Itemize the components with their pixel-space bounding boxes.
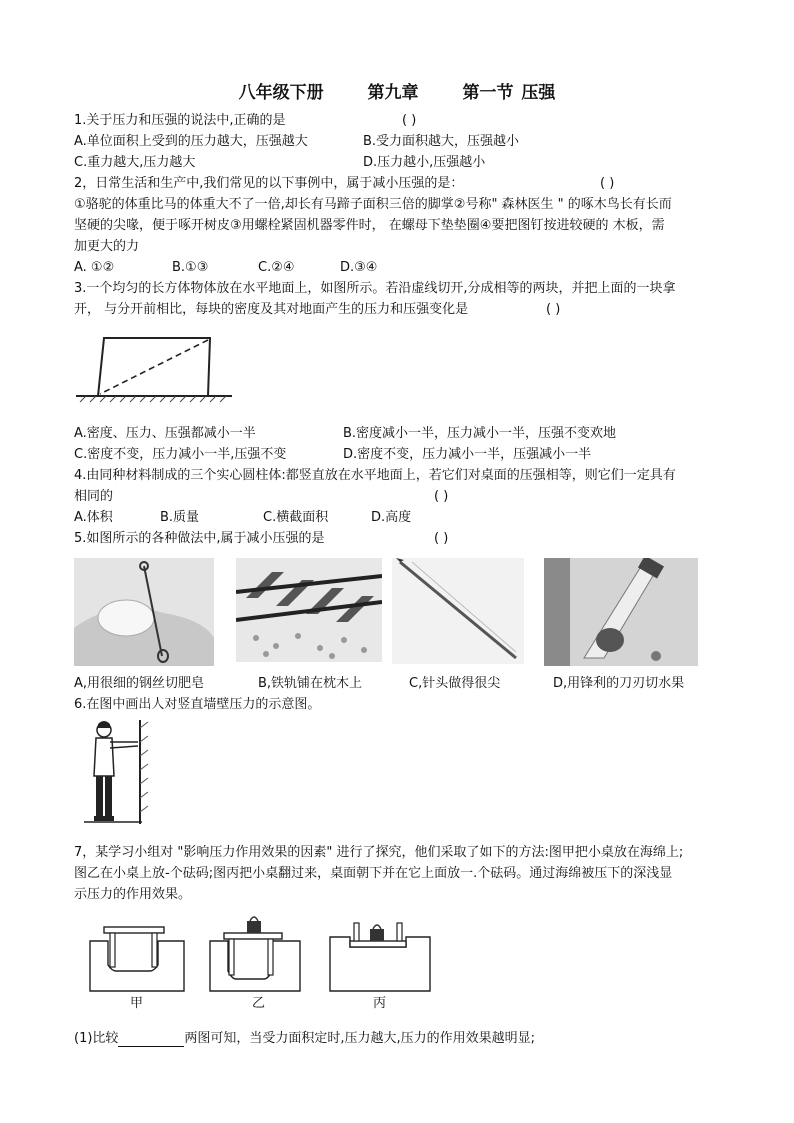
- q4-option-d: D.高度: [371, 510, 412, 525]
- photo-wire-cutting-soap: [74, 558, 214, 666]
- weight-yi: [247, 921, 261, 933]
- q4-bracket: ( ): [434, 489, 449, 504]
- photo-rails-on-sleepers: [236, 558, 382, 662]
- q2-line1: ①骆驼的体重比马的体重大不了一倍,却长有马蹄子面积三倍的脚掌②号称" 森林医生 " 的啄木鸟长有长而: [74, 197, 672, 212]
- q7-label-jia: 甲: [130, 996, 144, 1011]
- q5-option-a: A,用很细的钢丝切肥皂: [74, 676, 205, 691]
- q3-bracket: ( ): [546, 302, 561, 317]
- q1-option-d: D.压力越小,压强越小: [363, 155, 486, 170]
- q2-option-b: B.①③: [172, 260, 209, 275]
- title-chapter: 第九章: [367, 83, 419, 103]
- q1-bracket: ( ): [402, 113, 417, 128]
- q5-option-c: C,针头做得很尖: [409, 676, 501, 691]
- q3-option-b: B.密度减小一半，压力减小一半，压强不变欢地: [343, 426, 617, 441]
- q7-line2: 图乙在小桌上放-个砝码;图丙把小桌翻过来，桌面朝下并在它上面放一.个砝码。通过海绵被压下的深浅显: [74, 866, 673, 881]
- q4-option-a: A.体积: [74, 510, 113, 525]
- q3-block-figure: [74, 330, 234, 410]
- q1-option-c: C.重力越大,压力越大: [74, 155, 196, 170]
- q2-option-a: A. ①②: [74, 260, 115, 275]
- q7-answer-blank[interactable]: [118, 1034, 184, 1047]
- wall-hatch: [140, 722, 148, 812]
- q7-line3: 示压力的作用效果。: [74, 887, 192, 902]
- title-section: 第一节 压强: [462, 83, 556, 103]
- page-title: [0, 78, 794, 103]
- q7-line1: 7，某学习小组对 "影响压力作用效果的因素" 进行了探究，他们采取了如下的方法:图甲把小桌放在海绵上;: [74, 845, 684, 860]
- q4-option-c: C.横截面积: [263, 510, 329, 525]
- q1-option-b: B.受力面积越大，压强越小: [363, 134, 520, 149]
- q5-option-d: D,用锋利的刀刃切水果: [553, 676, 685, 691]
- q2-line3: 加更大的力: [74, 239, 140, 254]
- q2-line2: 坚硬的尖喙，便于啄开树皮③用螺栓紧固机器零件时， 在螺母下垫垫圈④要把图钉按进较硬的 木板，需: [74, 218, 665, 233]
- figure-jia: [90, 927, 184, 991]
- q4-line1: 4.由同种材料制成的三个实心圆柱体:都竖直放在水平地面上，若它们对桌面的压强相等，则它们一定具有: [74, 468, 676, 483]
- weight-bing: [370, 929, 384, 941]
- q1-option-a: A.单位面积上受到的压力越大，压强越大: [74, 134, 308, 149]
- q5-option-b: B,铁轨铺在枕木上: [258, 676, 363, 691]
- q4-line2: 相同的: [74, 489, 114, 504]
- q3-line2: 开， 与分开前相比，每块的密度及其对地面产生的压力和压强变化是: [74, 302, 469, 317]
- q6-person-pushing-wall-figure: [80, 716, 160, 828]
- person: [94, 721, 138, 821]
- q5-stem: 5.如图所示的各种做法中,属于减小压强的是: [74, 531, 325, 546]
- q3-option-d: D.密度不变，压力减小一半，压强减小一半: [343, 447, 592, 462]
- q7-sub1-suffix: 两图可知，当受力面积定时,压力越大,压力的作用效果越明显;: [184, 1031, 536, 1046]
- q7-sub1: [74, 1031, 535, 1047]
- title-grade: 八年级下册: [238, 83, 324, 103]
- q2-option-c: C.②④: [258, 260, 295, 275]
- q7-label-bing: 丙: [373, 996, 387, 1011]
- q1-stem: 1.关于压力和压强的说法中,正确的是: [74, 113, 286, 128]
- q3-option-a: A.密度、压力、压强都减小一半: [74, 426, 256, 441]
- q2-bracket: ( ): [600, 176, 615, 191]
- q5-bracket: ( ): [434, 531, 449, 546]
- photo-needle-tip: [392, 558, 524, 664]
- q2-option-d: D.③④: [340, 260, 378, 275]
- q3-line1: 3.一个均匀的长方体物体放在水平地面上，如图所示。若沿虚线切开,分成相等的两块，并把上面的一块拿: [74, 281, 676, 296]
- q4-option-b: B.质量: [160, 510, 200, 525]
- cut-line: [100, 340, 208, 394]
- q7-sub1-prefix: (1)比较: [74, 1031, 119, 1046]
- q2-stem: 2，日常生活和生产中,我们常见的以下事例中，属于减小压强的是：: [74, 176, 464, 191]
- figure-bing: [330, 923, 430, 991]
- q3-option-c: C.密度不变，压力减小一半,压强不变: [74, 447, 287, 462]
- q7-label-yi: 乙: [252, 996, 266, 1011]
- figure-yi: [210, 917, 300, 991]
- q6-stem: 6.在图中画出人对竖直墙壁压力的示意图。: [74, 697, 321, 712]
- photo-knife-cutting-fruit: [544, 558, 698, 666]
